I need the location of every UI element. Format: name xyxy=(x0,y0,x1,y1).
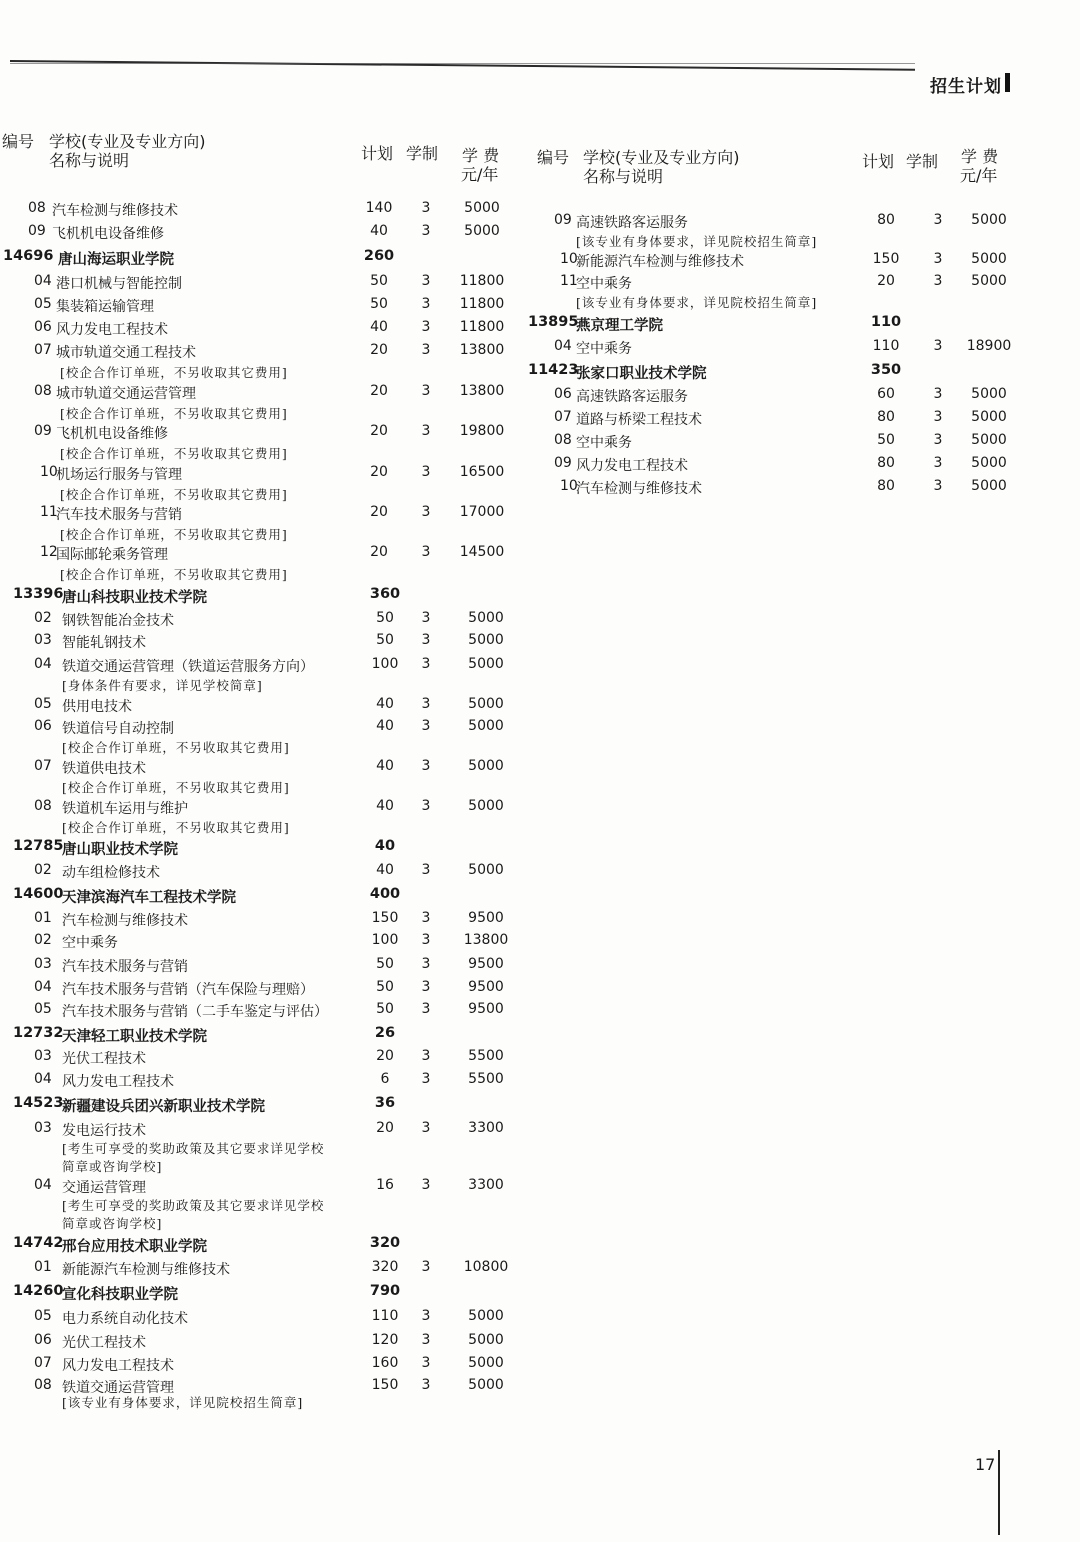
school-name: 唐山职业技术学院 xyxy=(62,842,178,858)
tuition-fee: 13800 xyxy=(459,342,505,358)
study-years: 3 xyxy=(933,273,943,289)
major-name: 机场运行服务与管理 xyxy=(56,467,182,483)
major-name: 港口机械与智能控制 xyxy=(56,276,182,292)
row-number: 08 xyxy=(28,200,46,216)
study-years: 3 xyxy=(421,656,431,672)
tuition-fee: 5000 xyxy=(971,212,1007,228)
study-years: 3 xyxy=(421,1259,431,1275)
school-plan-total: 360 xyxy=(369,586,401,602)
row-number: 07 xyxy=(34,758,52,774)
study-years: 3 xyxy=(421,1308,431,1324)
major-name: 新能源汽车检测与维修技术 xyxy=(62,1262,230,1278)
note-text: [该专业有身体要求，详见院校招生简章] xyxy=(576,295,818,310)
row-number: 01 xyxy=(34,1259,52,1275)
study-years: 3 xyxy=(421,504,431,520)
major-name: 道路与桥梁工程技术 xyxy=(576,412,702,428)
study-years: 3 xyxy=(421,296,431,312)
tuition-fee: 5000 xyxy=(468,758,504,774)
tuition-fee: 11800 xyxy=(459,319,505,335)
major-name: 汽车技术服务与营销 xyxy=(56,507,182,523)
plan-count: 50 xyxy=(370,273,388,289)
page-number-rule xyxy=(998,1450,1000,1535)
plan-count: 50 xyxy=(877,432,895,448)
tuition-fee: 9500 xyxy=(468,1001,504,1017)
school-code: 13396 xyxy=(13,586,64,602)
study-years: 3 xyxy=(421,200,431,216)
major-name: 飞机机电设备维修 xyxy=(52,226,164,242)
study-years: 3 xyxy=(933,338,943,354)
study-years: 3 xyxy=(933,455,943,471)
note-text: [校企合作订单班，不另收取其它费用] xyxy=(62,740,290,755)
study-years: 3 xyxy=(933,212,943,228)
major-name: 高速铁路客运服务 xyxy=(576,215,688,231)
tuition-fee: 16500 xyxy=(459,464,505,480)
row-number: 08 xyxy=(34,383,52,399)
major-name: 风力发电工程技术 xyxy=(62,1358,174,1374)
plan-count: 20 xyxy=(370,423,388,439)
school-plan-total: 36 xyxy=(374,1095,396,1111)
plan-count: 150 xyxy=(371,1377,399,1393)
major-name: 空中乘务 xyxy=(576,276,632,292)
study-years: 3 xyxy=(421,342,431,358)
plan-count: 20 xyxy=(370,342,388,358)
study-years: 3 xyxy=(421,423,431,439)
header-plan: 计划 xyxy=(361,144,394,163)
major-name: 空中乘务 xyxy=(576,341,632,357)
tuition-fee: 17000 xyxy=(459,504,505,520)
school-code: 14600 xyxy=(13,886,64,902)
school-name: 唐山海运职业学院 xyxy=(58,252,174,268)
plan-count: 110 xyxy=(371,1308,399,1324)
tuition-fee: 19800 xyxy=(459,423,505,439)
tuition-fee: 13800 xyxy=(459,383,505,399)
row-number: 10 xyxy=(560,478,578,494)
major-name: 铁道供电技术 xyxy=(62,761,146,777)
plan-count: 50 xyxy=(376,632,394,648)
tuition-fee: 5000 xyxy=(971,386,1007,402)
header-rule xyxy=(10,60,915,71)
school-plan-total: 260 xyxy=(363,248,395,264)
major-name: 汽车技术服务与营销 xyxy=(62,959,188,975)
tuition-fee: 5000 xyxy=(971,251,1007,267)
note-text: [该专业有身体要求，详见院校招生简章] xyxy=(62,1395,304,1410)
row-number: 11 xyxy=(560,273,578,289)
header-fee-line2: 元/年 xyxy=(461,165,499,184)
row-number: 07 xyxy=(554,409,572,425)
tuition-fee: 11800 xyxy=(459,273,505,289)
study-years: 3 xyxy=(421,1377,431,1393)
tuition-fee: 9500 xyxy=(468,956,504,972)
header-num: 编号 xyxy=(2,132,35,151)
row-number: 12 xyxy=(40,544,58,560)
page-number: 17 xyxy=(975,1455,996,1474)
plan-count: 40 xyxy=(370,319,388,335)
note-text: [身体条件有要求，详见学校简章] xyxy=(62,678,263,693)
plan-count: 60 xyxy=(877,386,895,402)
row-number: 03 xyxy=(34,632,52,648)
school-code: 14523 xyxy=(13,1095,64,1111)
study-years: 3 xyxy=(421,696,431,712)
tuition-fee: 5000 xyxy=(468,862,504,878)
note-text: [该专业有身体要求，详见院校招生简章] xyxy=(576,234,818,249)
plan-count: 20 xyxy=(376,1048,394,1064)
note-text: [考生可享受的奖助政策及其它要求详见学校 xyxy=(62,1198,325,1213)
row-number: 06 xyxy=(554,386,572,402)
major-name: 汽车检测与维修技术 xyxy=(52,203,178,219)
major-name: 铁道机车运用与维护 xyxy=(62,801,188,817)
major-name: 集装箱运输管理 xyxy=(56,299,154,315)
plan-count: 50 xyxy=(370,296,388,312)
study-years: 3 xyxy=(933,386,943,402)
row-number: 01 xyxy=(34,910,52,926)
school-name: 宣化科技职业学院 xyxy=(62,1287,178,1303)
plan-count: 100 xyxy=(371,656,399,672)
note-text: [校企合作订单班，不另收取其它费用] xyxy=(60,567,288,582)
study-years: 3 xyxy=(421,610,431,626)
major-name: 发电运行技术 xyxy=(62,1123,146,1139)
plan-count: 160 xyxy=(371,1355,399,1371)
note-text: [考生可享受的奖助政策及其它要求详见学校 xyxy=(62,1141,325,1156)
plan-count: 40 xyxy=(370,223,388,239)
major-name: 城市轨道交通工程技术 xyxy=(56,345,196,361)
note-text: [校企合作订单班，不另收取其它费用] xyxy=(62,820,290,835)
tuition-fee: 5000 xyxy=(468,1377,504,1393)
study-years: 3 xyxy=(933,478,943,494)
section-title: 招生计划 xyxy=(930,77,1002,97)
plan-count: 40 xyxy=(376,758,394,774)
study-years: 3 xyxy=(421,319,431,335)
header-name-line2: 名称与说明 xyxy=(49,151,130,170)
row-number: 08 xyxy=(554,432,572,448)
plan-count: 50 xyxy=(376,956,394,972)
header-name-line1: 学校(专业及专业方向) xyxy=(583,148,740,167)
study-years: 3 xyxy=(421,718,431,734)
study-years: 3 xyxy=(421,910,431,926)
school-plan-total: 110 xyxy=(870,314,902,330)
plan-count: 110 xyxy=(872,338,900,354)
school-name: 天津滨海汽车工程技术学院 xyxy=(62,890,236,906)
plan-count: 6 xyxy=(380,1071,390,1087)
row-number: 06 xyxy=(34,718,52,734)
school-name: 邢台应用技术职业学院 xyxy=(62,1239,207,1255)
header-fee-line2: 元/年 xyxy=(960,166,998,185)
row-number: 02 xyxy=(34,862,52,878)
major-name: 光伏工程技术 xyxy=(62,1335,146,1351)
study-years: 3 xyxy=(421,1048,431,1064)
plan-count: 50 xyxy=(376,610,394,626)
row-number: 06 xyxy=(34,319,52,335)
major-name: 国际邮轮乘务管理 xyxy=(56,547,168,563)
study-years: 3 xyxy=(421,223,431,239)
tuition-fee: 5000 xyxy=(971,409,1007,425)
tuition-fee: 11800 xyxy=(459,296,505,312)
school-plan-total: 320 xyxy=(369,1235,401,1251)
tuition-fee: 5000 xyxy=(464,223,500,239)
major-name: 空中乘务 xyxy=(576,435,632,451)
note-text: [校企合作订单班，不另收取其它费用] xyxy=(60,487,288,502)
study-years: 3 xyxy=(421,544,431,560)
school-name: 唐山科技职业技术学院 xyxy=(62,590,207,606)
plan-count: 40 xyxy=(376,862,394,878)
major-name: 汽车技术服务与营销（汽车保险与理赔） xyxy=(62,982,314,998)
header-name-line1: 学校(专业及专业方向) xyxy=(49,132,206,151)
major-name: 风力发电工程技术 xyxy=(576,458,688,474)
tuition-fee: 5000 xyxy=(971,273,1007,289)
school-code: 14742 xyxy=(13,1235,64,1251)
tuition-fee: 5000 xyxy=(468,718,504,734)
header-num: 编号 xyxy=(537,148,570,167)
school-plan-total: 350 xyxy=(870,362,902,378)
major-name: 新能源汽车检测与维修技术 xyxy=(576,254,744,270)
tuition-fee: 5000 xyxy=(468,610,504,626)
major-name: 高速铁路客运服务 xyxy=(576,389,688,405)
note-text: [校企合作订单班，不另收取其它费用] xyxy=(62,780,290,795)
plan-count: 80 xyxy=(877,455,895,471)
school-name: 新疆建设兵团兴新职业技术学院 xyxy=(62,1099,265,1115)
plan-count: 20 xyxy=(376,1120,394,1136)
study-years: 3 xyxy=(421,862,431,878)
major-name: 汽车技术服务与营销（二手车鉴定与评估） xyxy=(62,1004,328,1020)
tuition-fee: 3300 xyxy=(468,1177,504,1193)
tuition-fee: 14500 xyxy=(459,544,505,560)
header-plan: 计划 xyxy=(862,152,895,171)
major-name: 铁道交通运营管理（铁道运营服务方向） xyxy=(62,659,314,675)
header-name-line2: 名称与说明 xyxy=(583,167,664,186)
header-fee-line1: 学 费 xyxy=(462,146,500,165)
note-text: [校企合作订单班，不另收取其它费用] xyxy=(60,365,288,380)
tuition-fee: 5000 xyxy=(468,656,504,672)
school-name: 张家口职业技术学院 xyxy=(576,366,707,382)
plan-count: 80 xyxy=(877,478,895,494)
row-number: 07 xyxy=(34,342,52,358)
plan-count: 50 xyxy=(376,979,394,995)
plan-count: 40 xyxy=(376,798,394,814)
major-name: 供用电技术 xyxy=(62,699,132,715)
note-text: [校企合作订单班，不另收取其它费用] xyxy=(60,446,288,461)
major-name: 交通运营管理 xyxy=(62,1180,146,1196)
study-years: 3 xyxy=(421,758,431,774)
header-rule-secondary xyxy=(10,63,915,64)
study-years: 3 xyxy=(421,979,431,995)
note-text: 简章或咨询学校] xyxy=(62,1216,163,1231)
tuition-fee: 10800 xyxy=(463,1259,509,1275)
row-number: 02 xyxy=(34,932,52,948)
major-name: 钢铁智能冶金技术 xyxy=(62,613,174,629)
study-years: 3 xyxy=(421,1332,431,1348)
tuition-fee: 5500 xyxy=(468,1048,504,1064)
row-number: 04 xyxy=(34,273,52,289)
school-name: 燕京理工学院 xyxy=(576,318,663,334)
study-years: 3 xyxy=(421,1177,431,1193)
plan-count: 150 xyxy=(872,251,900,267)
tuition-fee: 5000 xyxy=(971,455,1007,471)
header-years: 学制 xyxy=(406,144,439,163)
plan-count: 120 xyxy=(371,1332,399,1348)
school-code: 12732 xyxy=(13,1025,64,1041)
row-number: 03 xyxy=(34,1120,52,1136)
tuition-fee: 5000 xyxy=(971,478,1007,494)
row-number: 06 xyxy=(34,1332,52,1348)
plan-count: 150 xyxy=(371,910,399,926)
study-years: 3 xyxy=(421,798,431,814)
school-code: 13895 xyxy=(528,314,579,330)
study-years: 3 xyxy=(421,956,431,972)
row-number: 08 xyxy=(34,798,52,814)
plan-count: 50 xyxy=(376,1001,394,1017)
row-number: 02 xyxy=(34,610,52,626)
major-name: 风力发电工程技术 xyxy=(62,1074,174,1090)
row-number: 04 xyxy=(34,979,52,995)
tuition-fee: 18900 xyxy=(966,338,1012,354)
header-fee-line1: 学 费 xyxy=(961,147,999,166)
row-number: 05 xyxy=(34,696,52,712)
row-number: 08 xyxy=(34,1377,52,1393)
study-years: 3 xyxy=(421,932,431,948)
plan-count: 100 xyxy=(371,932,399,948)
major-name: 风力发电工程技术 xyxy=(56,322,168,338)
study-years: 3 xyxy=(421,383,431,399)
study-years: 3 xyxy=(421,1071,431,1087)
row-number: 10 xyxy=(40,464,58,480)
school-code: 11423 xyxy=(528,362,579,378)
tuition-fee: 5000 xyxy=(971,432,1007,448)
major-name: 电力系统自动化技术 xyxy=(62,1311,188,1327)
note-text: 简章或咨询学校] xyxy=(62,1159,163,1174)
study-years: 3 xyxy=(933,409,943,425)
row-number: 04 xyxy=(34,1071,52,1087)
major-name: 光伏工程技术 xyxy=(62,1051,146,1067)
study-years: 3 xyxy=(421,1355,431,1371)
row-number: 09 xyxy=(28,223,46,239)
tuition-fee: 9500 xyxy=(468,979,504,995)
major-name: 飞机机电设备维修 xyxy=(56,426,168,442)
study-years: 3 xyxy=(421,632,431,648)
plan-count: 20 xyxy=(370,504,388,520)
plan-count: 20 xyxy=(370,544,388,560)
tuition-fee: 5000 xyxy=(468,696,504,712)
tuition-fee: 5000 xyxy=(468,1355,504,1371)
tuition-fee: 5000 xyxy=(464,200,500,216)
plan-count: 320 xyxy=(371,1259,399,1275)
major-name: 动车组检修技术 xyxy=(62,865,160,881)
note-text: [校企合作订单班，不另收取其它费用] xyxy=(60,527,288,542)
study-years: 3 xyxy=(421,464,431,480)
row-number: 07 xyxy=(34,1355,52,1371)
school-code: 12785 xyxy=(13,838,64,854)
tuition-fee: 3300 xyxy=(468,1120,504,1136)
note-text: [校企合作订单班，不另收取其它费用] xyxy=(60,406,288,421)
major-name: 铁道交通运营管理 xyxy=(62,1380,174,1396)
row-number: 04 xyxy=(554,338,572,354)
section-title-bar xyxy=(1005,73,1010,92)
school-plan-total: 26 xyxy=(374,1025,396,1041)
row-number: 04 xyxy=(34,656,52,672)
row-number: 09 xyxy=(34,423,52,439)
study-years: 3 xyxy=(421,1120,431,1136)
plan-count: 40 xyxy=(376,696,394,712)
school-plan-total: 790 xyxy=(369,1283,401,1299)
plan-count: 80 xyxy=(877,409,895,425)
school-code: 14260 xyxy=(13,1283,64,1299)
major-name: 空中乘务 xyxy=(62,935,118,951)
study-years: 3 xyxy=(421,273,431,289)
tuition-fee: 5500 xyxy=(468,1071,504,1087)
study-years: 3 xyxy=(421,1001,431,1017)
tuition-fee: 9500 xyxy=(468,910,504,926)
tuition-fee: 5000 xyxy=(468,632,504,648)
school-plan-total: 40 xyxy=(374,838,396,854)
row-number: 09 xyxy=(554,455,572,471)
plan-count: 140 xyxy=(365,200,393,216)
row-number: 03 xyxy=(34,956,52,972)
school-plan-total: 400 xyxy=(369,886,401,902)
study-years: 3 xyxy=(933,251,943,267)
row-number: 04 xyxy=(34,1177,52,1193)
tuition-fee: 13800 xyxy=(463,932,509,948)
plan-count: 20 xyxy=(370,383,388,399)
tuition-fee: 5000 xyxy=(468,1308,504,1324)
row-number: 05 xyxy=(34,1308,52,1324)
row-number: 05 xyxy=(34,1001,52,1017)
tuition-fee: 5000 xyxy=(468,798,504,814)
plan-count: 16 xyxy=(376,1177,394,1193)
tuition-fee: 5000 xyxy=(468,1332,504,1348)
row-number: 09 xyxy=(554,212,572,228)
row-number: 10 xyxy=(560,251,578,267)
major-name: 城市轨道交通运营管理 xyxy=(56,386,196,402)
plan-count: 20 xyxy=(370,464,388,480)
study-years: 3 xyxy=(933,432,943,448)
row-number: 03 xyxy=(34,1048,52,1064)
major-name: 铁道信号自动控制 xyxy=(62,721,174,737)
major-name: 汽车检测与维修技术 xyxy=(62,913,188,929)
plan-count: 20 xyxy=(877,273,895,289)
row-number: 11 xyxy=(40,504,58,520)
plan-count: 40 xyxy=(376,718,394,734)
row-number: 05 xyxy=(34,296,52,312)
major-name: 智能轧钢技术 xyxy=(62,635,146,651)
plan-count: 80 xyxy=(877,212,895,228)
school-name: 天津轻工职业技术学院 xyxy=(62,1029,207,1045)
major-name: 汽车检测与维修技术 xyxy=(576,481,702,497)
header-years: 学制 xyxy=(906,152,939,171)
school-code: 14696 xyxy=(3,248,54,264)
